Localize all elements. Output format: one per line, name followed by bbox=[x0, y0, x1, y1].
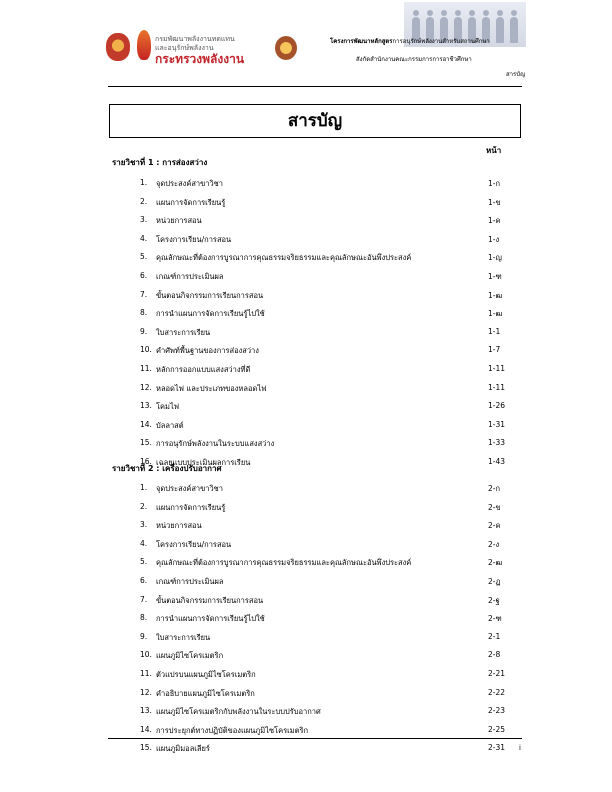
toc-entry-page: 1-11 bbox=[488, 364, 506, 373]
toc-entry-text: แผนภูมิไซโครเมตริกกับพลังงานในระบบปรับอากาศ bbox=[156, 707, 321, 717]
toc-entry-number: 11. bbox=[140, 669, 152, 678]
toc-entry-number: 9. bbox=[140, 631, 148, 641]
toc-entry-page: 1-1 bbox=[488, 326, 501, 336]
agency-line: สังกัดสำนักงานคณะกรรมการการอาชีวศึกษา bbox=[356, 56, 472, 63]
toc-entry-text: หลอดไฟ และประเภทของหลอดไฟ bbox=[156, 383, 267, 393]
toc-entry-page: 2-ฒ bbox=[488, 558, 503, 568]
toc-entry-text: แผนการจัดการเรียนรู้ bbox=[156, 197, 226, 207]
toc-entry bbox=[140, 595, 512, 607]
toc-entry bbox=[140, 290, 512, 302]
toc-entry bbox=[140, 234, 512, 246]
ministry-name: กระทรวงพลังงาน bbox=[155, 52, 245, 66]
header-subject: สารบัญ bbox=[506, 71, 526, 78]
toc-entry-page: 2-ฏ bbox=[488, 577, 501, 586]
project-title-bold: โครงการพัฒนาหลักสูตร bbox=[330, 38, 393, 45]
toc-entry bbox=[140, 364, 512, 376]
toc-entry-number: 15. bbox=[140, 743, 152, 753]
toc-entry bbox=[140, 420, 512, 432]
vocational-seal-logo bbox=[275, 36, 297, 60]
toc-entry bbox=[140, 650, 512, 662]
toc-entry-text: จุดประสงค์สาขาวิชา bbox=[156, 179, 223, 188]
toc-entry-text: จุดประสงค์สาขาวิชา bbox=[156, 484, 223, 493]
page-folio: i bbox=[519, 744, 521, 752]
toc-entry bbox=[140, 252, 512, 264]
toc-entry-number: 16. bbox=[140, 457, 152, 466]
toc-entry bbox=[140, 271, 512, 283]
toc-entry-page: 1-ฑ bbox=[488, 272, 502, 281]
toc-entry-number: 7. bbox=[140, 289, 148, 299]
toc-entry-text: ตัวแปรบนแผนภูมิไซโครเมตริก bbox=[156, 670, 256, 679]
toc-entry-text: แผนภูมิไซโครเมตริก bbox=[156, 651, 224, 661]
toc-entry bbox=[140, 669, 512, 681]
toc-entry-page: 2-ฑ bbox=[488, 614, 502, 624]
toc-entry bbox=[140, 520, 512, 532]
toc-entry-text: โคมไฟ bbox=[156, 402, 180, 412]
toc-entry-number: 12. bbox=[140, 687, 152, 697]
page-column-label: หน้า bbox=[486, 146, 502, 155]
header-rule bbox=[108, 86, 522, 87]
toc-entry-page: 1-ฒ bbox=[488, 290, 503, 300]
toc-entry bbox=[140, 706, 512, 718]
toc-entry-text: การนำแผนการจัดการเรียนรู้ไปใช้ bbox=[156, 614, 265, 624]
toc-entry-text: บัลลาสต์ bbox=[156, 420, 184, 430]
toc-entry-number: 5. bbox=[140, 252, 148, 262]
toc-entry bbox=[140, 502, 512, 514]
section-title: รายวิชาที่ 2 : เครื่องปรับอากาศ bbox=[112, 464, 222, 473]
toc-entry-number: 12. bbox=[140, 382, 152, 392]
toc-entry-page: 1-ก bbox=[488, 179, 501, 188]
toc-entry bbox=[140, 327, 512, 339]
toc-entry-page: 2-1 bbox=[488, 631, 501, 641]
toc-entry-number: 3. bbox=[140, 520, 148, 530]
toc-entry-number: 9. bbox=[140, 326, 148, 336]
toc-entry-text: เกณฑ์การประเมินผล bbox=[156, 577, 224, 586]
toc-entry bbox=[140, 632, 512, 644]
toc-entry-text: คำศัพท์พื้นฐานของการส่องสว่าง bbox=[156, 346, 259, 356]
toc-entry-text: คุณลักษณะที่ต้องการบูรณาการคุณธรรมจริยธรรมและคุณลักษณะอันพึงประสงค์ bbox=[156, 253, 412, 263]
toc-entry-page: 1-33 bbox=[488, 438, 506, 448]
toc-entry-number: 1. bbox=[140, 178, 148, 187]
toc-entry-number: 4. bbox=[140, 538, 148, 548]
toc-entry-text: หน่วยการสอน bbox=[156, 521, 202, 531]
toc-entry-page: 1-31 bbox=[488, 419, 506, 429]
toc-entry-page: 1-ง bbox=[488, 234, 500, 244]
org-name-line1: กรมพัฒนาพลังงานทดแทน bbox=[155, 35, 235, 43]
toc-entry-text: คำอธิบายแผนภูมิไซโครเมตริก bbox=[156, 688, 255, 698]
toc-entry-text: โครงการเรียน/การสอน bbox=[156, 234, 232, 244]
toc-entry-number: 3. bbox=[140, 215, 148, 225]
toc-entry-page: 1-ญ bbox=[488, 253, 502, 263]
toc-entry-text: แผนภูมิมอลเลียร์ bbox=[156, 744, 210, 754]
toc-entry-number: 13. bbox=[140, 401, 152, 411]
toc-entry-number: 11. bbox=[140, 364, 152, 373]
toc-entry-number: 6. bbox=[140, 271, 148, 280]
dede-seal-logo bbox=[106, 33, 130, 61]
toc-entry-page: 1-26 bbox=[488, 401, 506, 411]
toc-entry-page: 2-25 bbox=[488, 724, 506, 734]
toc-entry-page: 1-11 bbox=[488, 382, 506, 392]
toc-entry-text: เกณฑ์การประเมินผล bbox=[156, 272, 224, 281]
toc-entry-text: ใบสาระการเรียน bbox=[156, 632, 211, 642]
toc-entry-number: 10. bbox=[140, 345, 152, 355]
toc-entry-text: ขั้นตอนกิจกรรมการเรียนการสอน bbox=[156, 290, 264, 300]
toc-entry-text: หลักการออกแบบแสงสว่างที่ดี bbox=[156, 365, 251, 374]
toc-entry-text: การประยุกต์ทางปฏิบัติของแผนภูมิไซโครเมตริก bbox=[156, 725, 309, 735]
toc-entry-page: 1-ฒ bbox=[488, 309, 503, 319]
toc-entry bbox=[140, 613, 512, 625]
toc-entry-number: 14. bbox=[140, 419, 152, 429]
toc-entry-page: 2-22 bbox=[488, 687, 506, 697]
toc-entry-text: โครงการเรียน/การสอน bbox=[156, 539, 232, 549]
toc-entry-page: 2-8 bbox=[488, 650, 501, 660]
toc-entry-page: 2-31 bbox=[488, 743, 506, 753]
toc-entry-page: 1-43 bbox=[488, 457, 506, 466]
toc-entry-number: 8. bbox=[140, 613, 148, 623]
footer-rule bbox=[108, 738, 522, 739]
toc-entry-text: ขั้นตอนกิจกรรมการเรียนการสอน bbox=[156, 595, 264, 605]
toc-entry-number: 14. bbox=[140, 724, 152, 734]
toc-entry bbox=[140, 197, 512, 209]
toc-entry-number: 15. bbox=[140, 438, 152, 448]
toc-entry bbox=[140, 345, 512, 357]
toc-entry-number: 6. bbox=[140, 576, 148, 585]
toc-entry bbox=[140, 308, 512, 320]
toc-entry-page: 2-21 bbox=[488, 669, 506, 678]
toc-entry bbox=[140, 438, 512, 450]
toc-entry-text: คุณลักษณะที่ต้องการบูรณาการคุณธรรมจริยธรรมและคุณลักษณะอันพึงประสงค์ bbox=[156, 558, 412, 568]
toc-entry-number: 8. bbox=[140, 308, 148, 318]
toc-entry bbox=[140, 215, 512, 227]
toc-entry-page: 2-23 bbox=[488, 706, 506, 716]
toc-entry-page: 2-ข bbox=[488, 502, 501, 512]
toc-entry bbox=[140, 383, 512, 395]
toc-entry bbox=[140, 743, 512, 755]
toc-entry-number: 10. bbox=[140, 650, 152, 660]
toc-entry-page: 2-ง bbox=[488, 539, 500, 549]
toc-entry bbox=[140, 725, 512, 737]
toc-entry-page: 1-ค bbox=[488, 216, 501, 226]
toc-entry-number: 5. bbox=[140, 557, 148, 567]
toc-entry bbox=[140, 483, 512, 495]
toc-entry-number: 1. bbox=[140, 483, 148, 492]
toc-entry-number: 13. bbox=[140, 706, 152, 716]
page-header bbox=[0, 0, 612, 90]
project-title-rest: การอนุรักษ์พลังงานสำหรับสถานศึกษา bbox=[392, 38, 490, 45]
toc-entry bbox=[140, 539, 512, 551]
toc-entry-page: 1-7 bbox=[488, 345, 501, 355]
org-name-line2: และอนุรักษ์พลังงาน bbox=[155, 44, 214, 52]
toc-entry bbox=[140, 688, 512, 700]
toc-entry-page: 2-ก bbox=[488, 484, 501, 493]
toc-entry-page: 2-ฐ bbox=[488, 595, 500, 605]
toc-entry-text: การอนุรักษ์พลังงานในระบบแสงสว่าง bbox=[156, 439, 275, 449]
toc-entry-number: 4. bbox=[140, 233, 148, 243]
toc-entry-number: 2. bbox=[140, 501, 148, 511]
toc-entry-text: แผนการจัดการเรียนรู้ bbox=[156, 502, 226, 512]
toc-entry bbox=[140, 401, 512, 413]
toc-entry-text: หน่วยการสอน bbox=[156, 216, 202, 226]
toc-entry bbox=[140, 557, 512, 569]
toc-entry-text: เฉลยแบบประเมินผลการเรียน bbox=[156, 458, 251, 467]
toc-entry-text: การนำแผนการจัดการเรียนรู้ไปใช้ bbox=[156, 309, 265, 319]
toc-entry-number: 2. bbox=[140, 196, 148, 206]
project-title bbox=[330, 36, 490, 46]
toc-entry-number: 7. bbox=[140, 594, 148, 604]
toc-entry-page: 1-ข bbox=[488, 197, 501, 207]
flame-logo-icon bbox=[137, 30, 151, 60]
toc-title: สารบัญ bbox=[109, 104, 521, 138]
toc-entry-page: 2-ค bbox=[488, 521, 501, 531]
toc-entry bbox=[140, 178, 512, 190]
section-title: รายวิชาที่ 1 : การส่องสว่าง bbox=[112, 158, 208, 167]
toc-entry bbox=[140, 576, 512, 588]
toc-entry-text: ใบสาระการเรียน bbox=[156, 327, 211, 337]
